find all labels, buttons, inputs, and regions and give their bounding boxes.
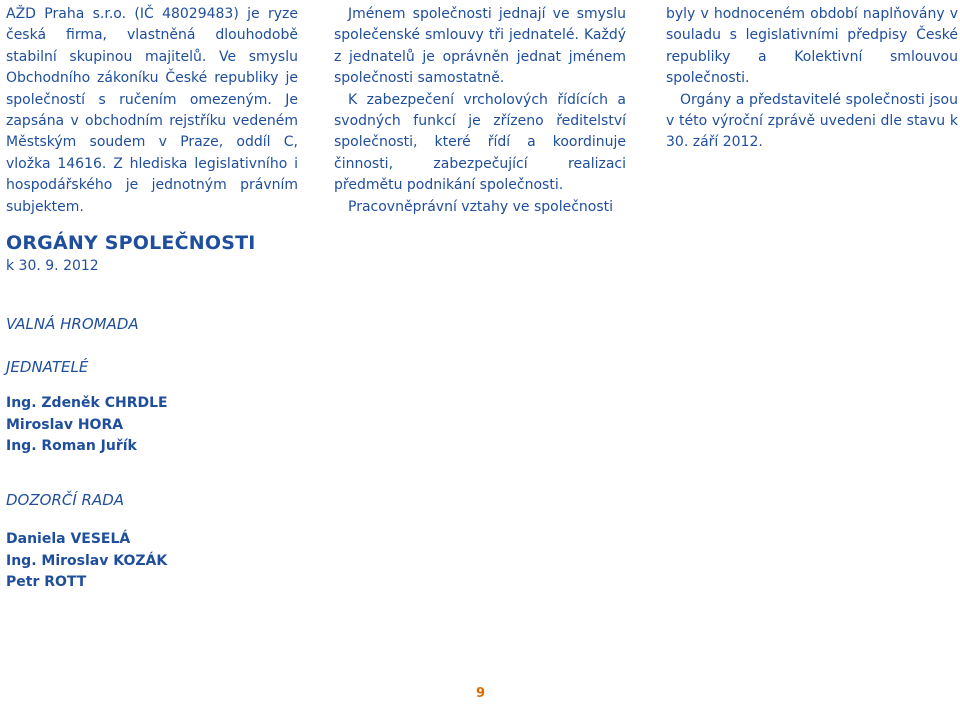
dozorci-rada-member: Daniela VESELÁ	[6, 531, 131, 547]
dozorci-rada-heading: DOZORČÍ RADA	[6, 491, 125, 509]
page-number: 9	[476, 686, 486, 701]
jednatel-name: Miroslav HORA	[6, 416, 124, 433]
section-date: k 30. 9. 2012	[6, 258, 99, 274]
intro-column-1	[6, 4, 298, 218]
valna-hromada-heading: VALNÁ HROMADA	[6, 315, 139, 333]
dozorci-rada-list	[6, 529, 167, 594]
dozorci-rada-member: Ing. Miroslav KOZÁK	[6, 552, 168, 569]
jednatel-name: Ing. Roman Juřík	[6, 438, 137, 454]
reditelstvi-paragraph: K zabezpečení vrcholových řídících a svodných funkcí je zřízeno ředitelství společnosti, které řídí a koordinuje činnosti, zabezpečující realizaci předmětu podnikání společnosti.	[334, 91, 626, 194]
jednatel-name: Ing. Zdeněk CHRDLE	[6, 395, 168, 411]
dozorci-rada-member: Petr ROTT	[6, 574, 87, 590]
intro-paragraph: AŽD Praha s.r.o. (IČ 48029483) je ryze česká firma, vlastněná dlouhodobě stabilní skupinou majitelů. Ve smyslu Obchodního zákoníku České republiky je společností s ručením omezeným. Je zapsána v obchodním rejstříku vedeném Městským soudem v Praze, oddíl C, vložka 14616. Z hlediska legislativního i hospodářského je jednotným právním subjektem.	[6, 6, 298, 215]
pracovnepravni-paragraph-start: Pracovněprávní vztahy ve společnosti	[348, 198, 614, 215]
section-title: ORGÁNY SPOLEČNOSTI	[6, 232, 256, 254]
jednatele-paragraph: Jménem společnosti jednají ve smyslu společenské smlouvy tři jednatelé. Každý z jednatelů je oprávněn jednat jménem společnosti samostatně.	[334, 6, 626, 87]
organy-paragraph: Orgány a představitelé společnosti jsou v této výroční zprávě uvedeni dle stavu k 30. září 2012.	[666, 91, 958, 151]
jednatele-list	[6, 393, 168, 458]
pracovnepravni-paragraph-end: byly v hodnoceném období naplňovány v souladu s legislativními předpisy České republiky a Kolektivní smlouvou společnosti.	[666, 6, 958, 87]
intro-column-3	[666, 4, 958, 154]
intro-column-2	[334, 4, 626, 218]
jednatele-heading: JEDNATELÉ	[6, 358, 89, 376]
